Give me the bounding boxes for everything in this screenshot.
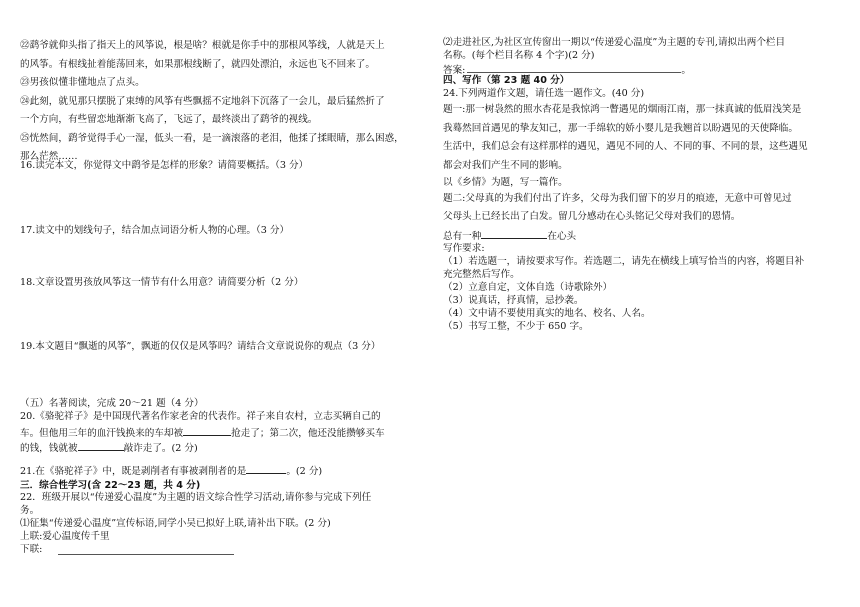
story-line: 那么茫然…… bbox=[20, 151, 78, 162]
topic-2-prompt: 总有一种 在心头 bbox=[443, 228, 576, 243]
section-4-title: 四、写作（第 23 题 40 分） bbox=[443, 75, 570, 86]
question-22-line: 22．班级开展以“传递爱心温度”为主题的语文综合性学习活动,请你参与完成下列任 bbox=[20, 492, 372, 503]
topic-1-line: 都会对我们产生不同的影响。 bbox=[443, 160, 568, 171]
requirement-item: （4）文中请不要使用真实的地名、校名、人名。 bbox=[443, 308, 651, 319]
question-24: 24.下列两道作文题，请任选一题作文。(40 分) bbox=[443, 88, 645, 99]
story-line: ㉔此刻，就见那只摆脱了束缚的风筝有些飘摇不定地斜下沉落了一会儿，最后猛然折了 bbox=[20, 96, 385, 107]
requirement-item: （3）说真话，抒真情，忌抄袭。 bbox=[443, 295, 584, 306]
question-19: 19.本文题目“飘逝的风筝”，飘逝的仅仅是风筝吗？请结合文章说说你的观点（3 分） bbox=[20, 341, 381, 352]
answer-blank[interactable] bbox=[246, 463, 286, 474]
question-20-line: 20.《骆驼祥子》是中国现代著名作家老舍的代表作。祥子来自农村，立志买辆自己的 bbox=[20, 411, 381, 422]
answer-line-row: 答案: 。 bbox=[443, 62, 691, 77]
topic-1-line: 我蓦然回首遇见的挚友知己，那一手绵软的娇小婴儿是我翘首以盼遇见的天使降临。 bbox=[443, 123, 798, 134]
question-21: 21.在《骆驼祥子》中，既是剥削者有事被剥削者的是 。(2 分) bbox=[20, 463, 322, 478]
answer-blank[interactable] bbox=[467, 62, 681, 73]
question-22-line: 务。 bbox=[20, 505, 40, 516]
story-line: ㉕恍然间，鹞爷觉得手心一湿，低头一看，是一滴滚落的老泪，他揉了揉眼睛，那么困惑， bbox=[20, 133, 404, 144]
requirement-item: 充完整然后写作。 bbox=[443, 269, 520, 280]
requirements-title: 写作要求: bbox=[443, 243, 485, 254]
topic-2-line: 父母头上已经长出了白发。留几分感动在心头铭记父母对我们的恩情。 bbox=[443, 211, 741, 222]
topic-1-line: 生活中，我们总会有这样那样的遇见，遇见不同的人、不同的事、不同的景，这些遇见 bbox=[443, 141, 808, 152]
topic-1-line: 题一:那一树袅然的照水杏花是我惊鸿一瞥遇见的烟雨江南，那一抹真诚的低眉浅笑是 bbox=[443, 104, 802, 115]
xialian: 下联: bbox=[20, 543, 250, 556]
question-17: 17.读文中的划线句子，结合加点词语分析人物的心理。（3 分） bbox=[20, 225, 290, 236]
answer-blank[interactable] bbox=[183, 425, 231, 436]
topic-2-line: 题二:父母真的为我们付出了许多，父母为我们留下的岁月的痕迹，无意中可曾见过 bbox=[443, 193, 792, 204]
answer-blank[interactable] bbox=[78, 440, 124, 451]
xialian-blank[interactable] bbox=[58, 554, 234, 555]
question-20-line: 的钱，钱就被 敲诈走了。(2 分) bbox=[20, 440, 198, 455]
requirement-item: （5）书写工整，不少于 650 字。 bbox=[443, 321, 589, 332]
question-16: 16.读完本文，你觉得文中鹞爷是怎样的形象？请简要概括。（3 分） bbox=[20, 160, 309, 171]
topic-1-title: 以《乡情》为题，写一篇作。 bbox=[443, 177, 568, 188]
section-5-title: （五）名著阅读，完成 20～21 题（4 分） bbox=[20, 398, 204, 409]
requirement-item: （2）立意自定，文体自选（诗歌除外） bbox=[443, 282, 613, 293]
question-22-2-line: ⑵走进社区,为社区宣传窗出一期以“传递爱心温度”为主题的专刊,请拟出两个栏目 bbox=[443, 37, 786, 48]
section-3-title: 三．综合性学习(含 22～23 题，共 4 分) bbox=[20, 480, 201, 491]
question-20-line: 车。但他用三年的血汗钱换来的车却被 抢走了；第二次，他还没能攒够买车 bbox=[20, 425, 385, 440]
story-line: ㉓男孩似懂非懂地点了点头。 bbox=[20, 77, 145, 88]
story-line: ㉒鹞爷就仰头指了指天上的风筝说，根是啥？根就是你手中的那根风筝线，人就是天上 bbox=[20, 40, 385, 51]
question-18: 18.文章设置男孩放风筝这一情节有什么用意？请简要分析（2 分） bbox=[20, 277, 304, 288]
question-22-1: ⑴征集“传递爱心温度”宣传标语,同学小吴已拟好上联,请补出下联。(2 分) bbox=[20, 518, 331, 529]
question-22-2-line: 名称。(每个栏目名称 4 个字)(2 分) bbox=[443, 50, 595, 61]
topic-2-blank[interactable] bbox=[481, 228, 547, 239]
requirement-item: （1）若选题一，请按要求写作。若选题二，请先在横线上填写恰当的内容，将题目补 bbox=[443, 256, 805, 267]
shanglian: 上联:爱心温度传千里 bbox=[20, 531, 110, 542]
story-line: 的风筝。有根线扯着能荡回来，如果那根线断了，就四处漂泊，永远也飞不回来了。 bbox=[20, 59, 375, 70]
story-line: 一个方向，有些留恋地渐渐飞高了，飞远了，最终淡出了鹞爷的视线。 bbox=[20, 114, 318, 125]
